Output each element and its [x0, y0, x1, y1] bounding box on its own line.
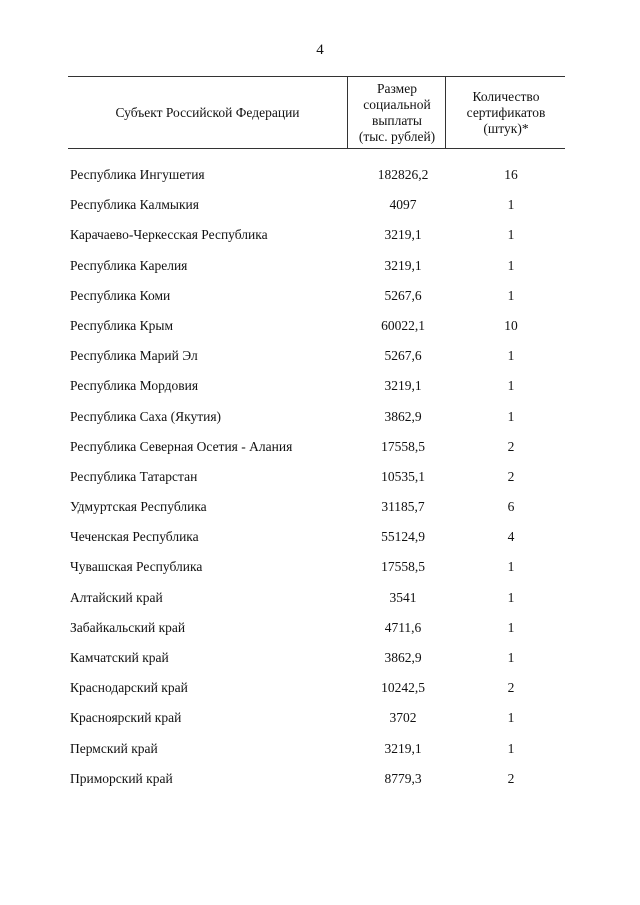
- row-certificates: 1: [507, 378, 515, 394]
- row-certificates: 1: [507, 619, 515, 635]
- table-row: [68, 553, 565, 583]
- row-certificates: 1: [507, 287, 515, 303]
- row-certificates: 2: [507, 438, 515, 454]
- row-certificates: 1: [507, 348, 515, 364]
- row-payment: 3219,1: [384, 257, 422, 273]
- table-row: [68, 584, 565, 614]
- table-row: [68, 372, 565, 402]
- row-subject: Удмуртская Республика: [70, 499, 207, 515]
- table-row: [68, 463, 565, 493]
- row-payment: 3219,1: [384, 740, 422, 756]
- row-certificates: 2: [507, 680, 515, 696]
- table-row: [68, 221, 565, 251]
- page-number: 4: [316, 42, 324, 58]
- row-subject: Карачаево-Черкесская Республика: [70, 227, 268, 243]
- header-subject: Субъект Российской Федерации: [115, 104, 300, 120]
- row-subject: Республика Саха (Якутия): [70, 408, 222, 424]
- row-payment: 55124,9: [381, 529, 425, 545]
- table-row: [68, 523, 565, 553]
- row-subject: Краснодарский край: [70, 680, 188, 696]
- table-row: [68, 765, 565, 795]
- row-payment: 8779,3: [384, 770, 422, 786]
- row-certificates: 1: [507, 650, 515, 665]
- row-subject: Республика Марий Эл: [70, 348, 198, 364]
- table-row: [68, 704, 565, 734]
- row-payment: 17558,5: [381, 438, 425, 454]
- table-row: [68, 191, 565, 221]
- table-row: [68, 614, 565, 644]
- row-payment: 3219,1: [384, 227, 422, 243]
- row-payment: 31185,7: [381, 499, 425, 515]
- row-certificates: 1: [507, 710, 515, 726]
- row-certificates: 1: [507, 197, 515, 213]
- row-subject: Красноярский край: [70, 710, 182, 726]
- row-payment: 182826,2: [377, 167, 429, 182]
- row-subject: Республика Мордовия: [70, 378, 199, 394]
- row-payment: 60022,1: [381, 317, 425, 333]
- row-payment: 10535,1: [381, 468, 425, 484]
- row-subject: Республика Коми: [70, 287, 171, 303]
- row-subject: Чеченская Республика: [70, 529, 199, 545]
- row-payment: 3702: [389, 710, 417, 726]
- row-certificates: 2: [507, 468, 515, 484]
- row-certificates: 6: [507, 499, 515, 515]
- row-subject: Республика Татарстан: [70, 468, 198, 484]
- row-payment: 5267,6: [384, 348, 422, 364]
- table-row: [68, 644, 565, 674]
- row-subject: Республика Калмыкия: [70, 197, 199, 213]
- header-certificates: Количество сертификатов (штук)*: [445, 77, 566, 148]
- table-header: [68, 76, 565, 149]
- table-row: [68, 403, 565, 433]
- subsidy-table: [68, 76, 565, 795]
- row-payment: 10242,5: [381, 680, 425, 696]
- row-subject: Камчатский край: [70, 650, 169, 665]
- table-row: [68, 342, 565, 372]
- table-row: [68, 433, 565, 463]
- row-subject: Республика Северная Осетия - Алания: [70, 438, 293, 454]
- row-payment: 4097: [389, 197, 417, 213]
- row-certificates: 1: [507, 559, 515, 575]
- row-certificates: 10: [504, 317, 518, 333]
- row-payment: 3541: [389, 589, 417, 605]
- row-certificates: 1: [507, 408, 515, 424]
- row-subject: Забайкальский край: [70, 619, 186, 635]
- header-payment: Размер социальной выплаты (тыс. рублей): [347, 77, 446, 148]
- row-certificates: 1: [507, 740, 515, 756]
- table-row: [68, 735, 565, 765]
- row-payment: 3862,9: [384, 408, 422, 424]
- row-certificates: 16: [504, 167, 518, 182]
- table-row: [68, 282, 565, 312]
- row-payment: 17558,5: [381, 559, 425, 575]
- row-subject: Республика Крым: [70, 317, 174, 333]
- table-row: [68, 312, 565, 342]
- row-subject: Республика Ингушетия: [70, 167, 205, 182]
- row-subject: Чувашская Республика: [70, 559, 203, 575]
- row-payment: 5267,6: [384, 287, 422, 303]
- row-subject: Республика Карелия: [70, 257, 188, 273]
- table-body: [68, 149, 565, 795]
- row-subject: Алтайский край: [70, 589, 163, 605]
- table-row: [68, 161, 565, 191]
- row-subject: Приморский край: [70, 770, 173, 786]
- row-payment: 4711,6: [384, 619, 422, 635]
- row-payment: 3219,1: [384, 378, 422, 394]
- table-row: [68, 674, 565, 704]
- row-certificates: 4: [507, 529, 515, 545]
- row-certificates: 1: [507, 257, 515, 273]
- row-payment: 3862,9: [384, 650, 422, 665]
- row-certificates: 1: [507, 227, 515, 243]
- row-subject: Пермский край: [70, 740, 158, 756]
- table-row: [68, 493, 565, 523]
- row-certificates: 1: [507, 589, 515, 605]
- table-row: [68, 252, 565, 282]
- row-certificates: 2: [507, 770, 515, 786]
